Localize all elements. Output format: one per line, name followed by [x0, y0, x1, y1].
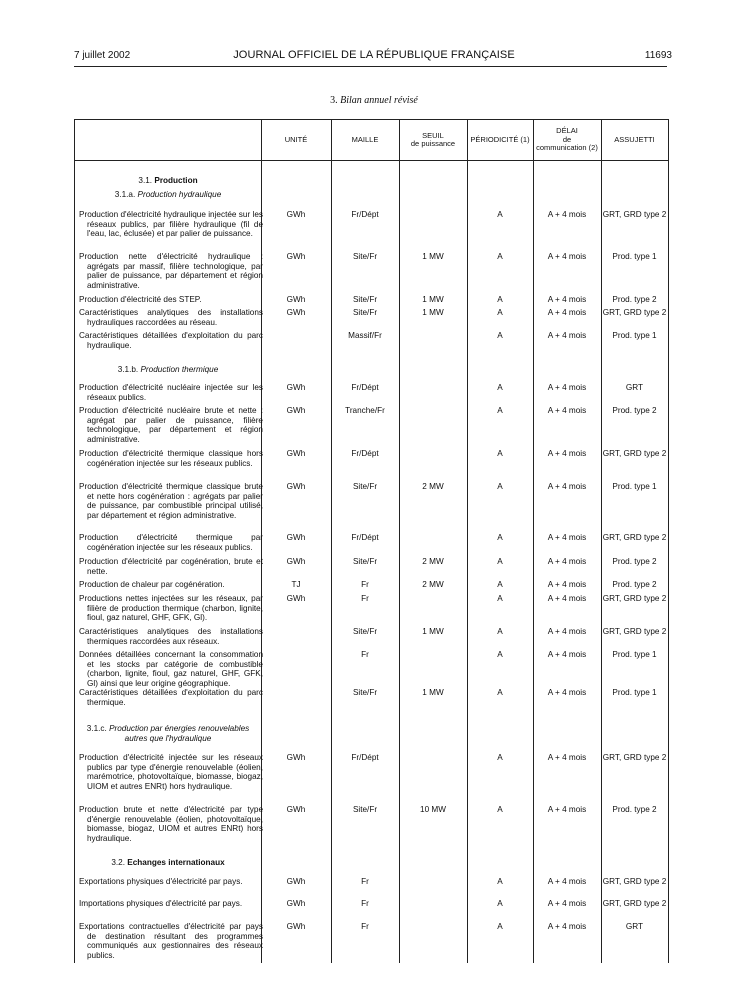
cell-delai: A + 4 mois — [547, 650, 587, 659]
cell-assujetti: Prod. type 1 — [612, 331, 657, 340]
cell-assujetti: GRT, GRD type 2 — [602, 627, 667, 636]
row-label: Production d'électricité par cogénération, brute et nette. — [79, 557, 263, 576]
cell-unite: GWh — [286, 753, 306, 762]
row-label: Caractéristiques analytiques des installations thermiques raccordées aux réseaux. — [79, 627, 263, 646]
cell-unite: GWh — [286, 406, 306, 415]
col-header-seuil — [399, 120, 467, 160]
page-number: 11693 — [644, 50, 672, 61]
cell-delai: A + 4 mois — [547, 210, 587, 219]
cell-delai: A + 4 mois — [547, 557, 587, 566]
subheading-production-hydraulique — [75, 190, 261, 200]
subheading-echanges-internationaux — [75, 858, 261, 868]
subheading-text: Production par énergies renouvelables — [109, 724, 250, 733]
cell-assujetti: GRT, GRD type 2 — [602, 594, 667, 603]
row-label: Production nette d'électricité hydraulique : agrégats par massif, filière technologique, par palier de puissance, par département et région administrative. — [79, 252, 263, 290]
subheading-number: 3.1.b. — [117, 365, 139, 374]
subheading-text: Production hydraulique — [137, 190, 222, 199]
journal-title: JOURNAL OFFICIEL DE LA RÉPUBLIQUE FRANÇAISE — [233, 49, 515, 61]
cell-maille: Fr/Dépt — [351, 753, 379, 762]
cell-unite: GWh — [286, 533, 306, 542]
cell-maille: Fr/Dépt — [351, 210, 379, 219]
cell-maille: Site/Fr — [352, 295, 378, 304]
cell-periodicite: A — [497, 406, 503, 415]
cell-assujetti: GRT, GRD type 2 — [602, 899, 667, 908]
subheading-number: 3.1.c. — [86, 724, 107, 733]
cell-maille: Site/Fr — [352, 308, 378, 317]
cell-unite: GWh — [286, 210, 306, 219]
cell-periodicite: A — [497, 295, 503, 304]
cell-maille: Site/Fr — [352, 627, 378, 636]
cell-periodicite: A — [497, 308, 503, 317]
cell-periodicite: A — [497, 482, 503, 491]
row-label: Production d'électricité thermique classique hors cogénération injectée sur les réseaux publics. — [79, 449, 263, 468]
col-header-unite: UNITÉ — [284, 134, 308, 144]
col-header-delai-de: de — [562, 134, 572, 144]
cell-periodicite: A — [497, 594, 503, 603]
cell-delai: A + 4 mois — [547, 627, 587, 636]
section-number: 3. — [330, 95, 338, 106]
section-name: Bilan annuel révisé — [340, 95, 418, 106]
cell-unite: GWh — [286, 252, 306, 261]
subheading-number: 3.1.a. — [114, 190, 136, 199]
col-header-seuil-sub: de puissance — [410, 139, 456, 148]
col-header-maille: MAILLE — [351, 134, 379, 144]
cell-seuil: 1 MW — [422, 295, 444, 304]
cell-periodicite: A — [497, 449, 503, 458]
cell-periodicite: A — [497, 383, 503, 392]
cell-maille: Massif/Fr — [348, 331, 382, 340]
cell-unite: GWh — [286, 877, 306, 886]
cell-delai: A + 4 mois — [547, 482, 587, 491]
header-date: 7 juillet 2002 — [74, 50, 131, 61]
cell-delai: A + 4 mois — [547, 688, 587, 697]
row-label: Production d'électricité thermique par cogénération injectée sur les réseaux publics. — [79, 533, 263, 552]
cell-delai: A + 4 mois — [547, 533, 587, 542]
row-label: Caractéristiques détaillées d'exploitation du parc hydraulique. — [79, 331, 263, 350]
cell-assujetti: Prod. type 2 — [612, 406, 657, 415]
header-row-divider — [75, 160, 668, 161]
cell-maille: Fr — [361, 877, 369, 886]
subheading-number: 3.1. — [138, 176, 153, 185]
section-title — [0, 95, 748, 106]
cell-periodicite: A — [497, 252, 503, 261]
cell-maille: Site/Fr — [352, 252, 378, 261]
cell-seuil: 1 MW — [422, 627, 444, 636]
cell-seuil: 2 MW — [422, 482, 444, 491]
cell-unite: GWh — [286, 449, 306, 458]
cell-maille: Fr — [361, 594, 369, 603]
cell-delai: A + 4 mois — [547, 877, 587, 886]
cell-delai: A + 4 mois — [547, 899, 587, 908]
subheading-text-cont: autres que l'hydraulique — [124, 734, 212, 743]
cell-periodicite: A — [497, 877, 503, 886]
col-header-periodicite: PÉRIODICITÉ (1) — [470, 134, 530, 144]
cell-assujetti: Prod. type 2 — [612, 580, 657, 589]
cell-assujetti: GRT — [625, 383, 644, 392]
subheading-text: Echanges internationaux — [127, 858, 225, 867]
cell-delai: A + 4 mois — [547, 406, 587, 415]
row-label: Productions nettes injectées sur les réseaux, par filière de production thermique (charbon, lignite, fioul, gaz naturel, GHF, GFK, Gl). — [79, 594, 263, 623]
cell-delai: A + 4 mois — [547, 331, 587, 340]
cell-unite: GWh — [286, 899, 306, 908]
cell-maille: Site/Fr — [352, 482, 378, 491]
cell-unite: GWh — [286, 594, 306, 603]
cell-maille: Fr/Dépt — [351, 449, 379, 458]
cell-assujetti: GRT — [625, 922, 644, 931]
cell-delai: A + 4 mois — [547, 383, 587, 392]
page-header — [0, 46, 748, 66]
cell-assujetti: Prod. type 1 — [612, 688, 657, 697]
cell-unite: GWh — [286, 482, 306, 491]
cell-unite: GWh — [286, 805, 306, 814]
cell-unite: GWh — [286, 922, 306, 931]
row-label: Données détaillées concernant la consommation et les stocks par catégorie de combustible (charbon, lignite, fioul, gaz naturel, GHF, GFK, Gl) ainsi que leur origine géographique. — [79, 650, 263, 688]
cell-maille: Fr/Dépt — [351, 533, 379, 542]
cell-periodicite: A — [497, 899, 503, 908]
subheading-energies-renouvelables — [75, 724, 261, 744]
row-label: Importations physiques d'électricité par pays. — [79, 899, 243, 908]
cell-assujetti: Prod. type 1 — [612, 650, 657, 659]
cell-unite: GWh — [286, 383, 306, 392]
cell-assujetti: GRT, GRD type 2 — [602, 449, 667, 458]
cell-periodicite: A — [497, 580, 503, 589]
cell-seuil: 10 MW — [420, 805, 446, 814]
cell-assujetti: Prod. type 2 — [612, 805, 657, 814]
cell-periodicite: A — [497, 627, 503, 636]
col-header-delai — [533, 120, 601, 160]
cell-assujetti: GRT, GRD type 2 — [602, 210, 667, 219]
data-table — [74, 119, 669, 963]
cell-seuil: 1 MW — [422, 308, 444, 317]
cell-seuil: 2 MW — [422, 580, 444, 589]
row-label: Exportations physiques d'électricité par pays. — [79, 877, 243, 886]
cell-seuil: 2 MW — [422, 557, 444, 566]
column-divider — [399, 120, 400, 963]
cell-delai: A + 4 mois — [547, 295, 587, 304]
cell-seuil: 1 MW — [422, 688, 444, 697]
cell-delai: A + 4 mois — [547, 805, 587, 814]
cell-maille: Fr — [361, 650, 369, 659]
row-label: Caractéristiques analytiques des installations hydrauliques raccordées au réseau. — [79, 308, 263, 327]
col-header-seuil-title: SEUIL — [422, 130, 444, 140]
cell-maille: Fr — [361, 899, 369, 908]
header-rule — [74, 66, 667, 67]
cell-periodicite: A — [497, 753, 503, 762]
row-label: Caractéristiques détaillées d'exploitation du parc thermique. — [79, 688, 263, 707]
cell-delai: A + 4 mois — [547, 594, 587, 603]
cell-seuil: 1 MW — [422, 252, 444, 261]
cell-assujetti: GRT, GRD type 2 — [602, 877, 667, 886]
cell-unite: GWh — [286, 557, 306, 566]
cell-periodicite: A — [497, 557, 503, 566]
cell-periodicite: A — [497, 922, 503, 931]
cell-delai: A + 4 mois — [547, 580, 587, 589]
cell-assujetti: Prod. type 1 — [612, 252, 657, 261]
cell-assujetti: Prod. type 2 — [612, 557, 657, 566]
cell-unite: GWh — [286, 308, 306, 317]
cell-unite: TJ — [291, 580, 301, 589]
cell-assujetti: GRT, GRD type 2 — [602, 308, 667, 317]
cell-periodicite: A — [497, 805, 503, 814]
cell-delai: A + 4 mois — [547, 308, 587, 317]
cell-maille: Site/Fr — [352, 688, 378, 697]
cell-maille: Fr/Dépt — [351, 383, 379, 392]
col-header-assujetti: ASSUJETTI — [614, 134, 655, 144]
cell-unite: GWh — [286, 295, 306, 304]
subheading-text: Production thermique — [140, 365, 219, 374]
cell-maille: Fr — [361, 580, 369, 589]
row-label: Production d'électricité hydraulique injectée sur les réseaux publics, par filière hydraulique (fil de l'eau, lac, éclusée) et par palier de puissance. — [79, 210, 263, 239]
row-label: Production d'électricité thermique classique brute et nette hors cogénération : agrégats par palier de puissance, par combustible principal utilisé, par département et région administrative. — [79, 482, 263, 520]
row-label: Production d'électricité injectée sur les réseaux publics par type d'énergie renouvelable (éolien, marémotrice, photovoltaïque, biomasse, biogaz, UIOM et autres ENRt) hors hydraulique. — [79, 753, 263, 791]
cell-delai: A + 4 mois — [547, 252, 587, 261]
row-label: Production d'électricité nucléaire brute et nette : agrégat par palier de puissance, filière technologique, par département et région administrative. — [79, 406, 263, 444]
cell-maille: Site/Fr — [352, 557, 378, 566]
cell-delai: A + 4 mois — [547, 922, 587, 931]
cell-maille: Tranche/Fr — [345, 406, 385, 415]
row-label: Production d'électricité nucléaire injectée sur les réseaux publics. — [79, 383, 263, 402]
row-label: Production d'électricité des STEP. — [79, 295, 202, 304]
cell-periodicite: A — [497, 210, 503, 219]
cell-periodicite: A — [497, 331, 503, 340]
cell-assujetti: GRT, GRD type 2 — [602, 533, 667, 542]
subheading-number: 3.2. — [111, 858, 125, 867]
cell-assujetti: Prod. type 1 — [612, 482, 657, 491]
cell-periodicite: A — [497, 650, 503, 659]
col-header-delai-sub: communication (2) — [536, 143, 598, 153]
subheading-text: Production — [154, 176, 198, 185]
cell-assujetti: GRT, GRD type 2 — [602, 753, 667, 762]
cell-delai: A + 4 mois — [547, 753, 587, 762]
cell-maille: Fr — [361, 922, 369, 931]
cell-assujetti: Prod. type 2 — [612, 295, 657, 304]
cell-delai: A + 4 mois — [547, 449, 587, 458]
row-label: Production brute et nette d'électricité par type d'énergie renouvelable (éolien, photovoltaïque, biomasse, biogaz, UIOM et autres ENRt) hors hydraulique. — [79, 805, 263, 843]
subheading-production-thermique — [75, 365, 261, 375]
col-header-delai-title: DÉLAI — [556, 126, 578, 136]
row-label: Exportations contractuelles d'électricité par pays de destination résultant des programmes communiqués aux gestionnaires des réseaux publics. — [79, 922, 263, 960]
subheading-production — [75, 176, 261, 186]
cell-periodicite: A — [497, 688, 503, 697]
cell-maille: Site/Fr — [352, 805, 378, 814]
row-label: Production de chaleur par cogénération. — [79, 580, 225, 589]
cell-periodicite: A — [497, 533, 503, 542]
